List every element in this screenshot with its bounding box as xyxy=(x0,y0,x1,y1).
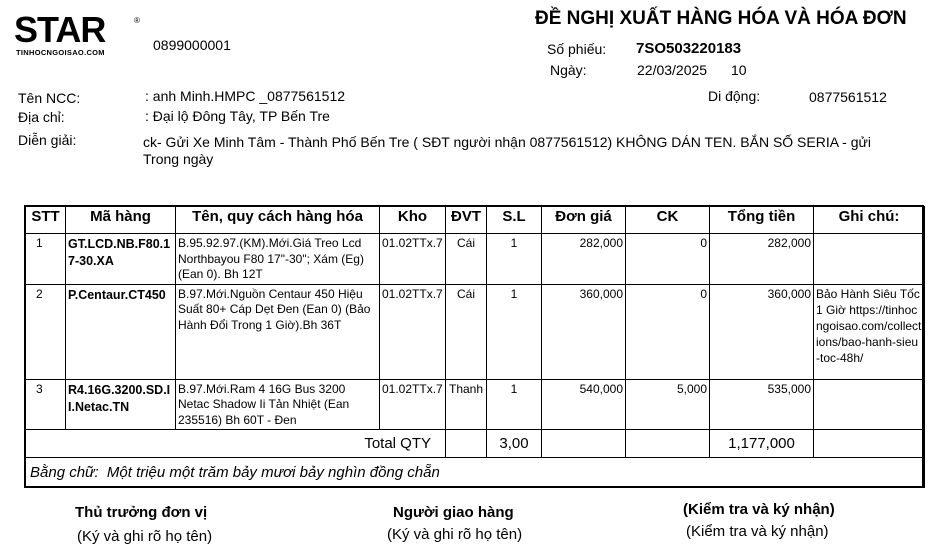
total-amount-value: 1,177,000 xyxy=(728,435,795,452)
cell-sl: 1 xyxy=(510,236,518,250)
cell-don-gia: 360,000 xyxy=(579,286,623,301)
col-header-ghi-chu: Ghi chú: xyxy=(814,207,925,234)
ngay-label: Ngày: xyxy=(550,62,587,78)
cell-ghi-chu xyxy=(814,380,924,382)
cell-ghi-chu xyxy=(814,234,924,236)
cell-ten: B.97.Mới.Nguồn Centaur 450 Hiệu Suất 80+ Cáp Dẹt Đen (Ean 0) (Bảo Hành Đổi Trong 1 Giờ).Bh 36T xyxy=(178,286,371,332)
diengiai-line2: Trong ngày xyxy=(143,151,214,167)
ngay-extra: 10 xyxy=(731,62,747,78)
bang-chu-value: Một triệu một trăm bảy mươi bảy nghìn đồng chẵn xyxy=(106,464,440,481)
cell-dvt: Thanh xyxy=(448,381,484,396)
items-table xyxy=(25,206,925,488)
logo-registered-mark: ® xyxy=(134,16,140,25)
cell-kho: 01.02TTx.7 xyxy=(382,381,443,396)
diengiai-line1: ck- Gửi Xe Minh Tâm - Thành Phố Bến Tre ( SĐT người nhận 0877561512) KHÔNG DÁN TEN. BẮN SỐ SERIA - gửi xyxy=(143,134,872,150)
diengiai-label: Diễn giải: xyxy=(18,132,77,148)
diachi-value: : Đại lộ Đông Tây, TP Bến Tre xyxy=(145,108,330,124)
signature-3-title: (Kiểm tra và ký nhận) xyxy=(683,501,835,518)
logo-text: STAR xyxy=(14,9,106,50)
col-header-sl: S.L xyxy=(487,207,542,234)
signature-3-subtitle: (Kiểm tra và ký nhận) xyxy=(686,523,829,540)
ncc-label: Tên NCC: xyxy=(18,90,81,106)
cell-stt: 3 xyxy=(36,381,43,396)
signature-1-title: Thủ trưởng đơn vị xyxy=(75,504,208,521)
cell-ma-hang: P.Centaur.CT450 xyxy=(68,287,166,302)
cell-don-gia: 540,000 xyxy=(579,381,623,396)
cell-ma-hang: GT.LCD.NB.F80.17-30.XA xyxy=(68,237,171,268)
col-header-don-gia: Đơn giá xyxy=(542,207,626,234)
table-row xyxy=(26,234,925,285)
cell-ck: 5,000 xyxy=(676,381,707,396)
company-logo xyxy=(14,9,140,58)
col-header-ten: Tên, quy cách hàng hóa xyxy=(176,207,380,234)
cell-stt: 1 xyxy=(36,236,43,250)
amount-in-words-row xyxy=(26,458,925,488)
cell-sl: 1 xyxy=(510,286,518,301)
total-row xyxy=(26,430,925,458)
cell-kho: 01.02TTx.7 xyxy=(382,236,443,250)
signature-2-subtitle: (Ký và ghi rõ họ tên) xyxy=(387,526,523,543)
table-row xyxy=(26,284,925,379)
cell-ck: 0 xyxy=(700,236,707,250)
signature-2-title: Người giao hàng xyxy=(393,504,514,521)
total-qty-value: 3,00 xyxy=(499,435,529,452)
so-phieu-value: 7SO503220183 xyxy=(636,40,742,57)
cell-ten: B.97.Mới.Ram 4 16G Bus 3200 Netac Shadow Ii Tản Nhiệt (Ean 235516) Bh 60T - Đen xyxy=(178,381,350,427)
cell-ck: 0 xyxy=(700,286,707,301)
so-phieu-label: Số phiếu: xyxy=(547,41,607,57)
cell-tong-tien: 360,000 xyxy=(767,286,811,301)
total-qty-label: Total QTY xyxy=(364,435,431,452)
logo-subtitle: TINHOCNGOISAO.COM xyxy=(16,48,105,57)
col-header-dvt: ĐVT xyxy=(446,207,487,234)
col-header-ck: CK xyxy=(626,207,710,234)
col-header-tong-tien: Tổng tiền xyxy=(710,207,814,234)
cell-stt: 2 xyxy=(36,286,43,301)
table-header-row xyxy=(26,207,925,234)
cell-kho: 01.02TTx.7 xyxy=(382,286,443,301)
cell-dvt: Cái xyxy=(456,236,475,250)
cell-ten: B.95.92.97.(KM).Mới.Giá Treo Lcd Northbayou F80 17"-30"; Xám (Eg) (Ean 0). Bh 12T xyxy=(178,236,364,281)
col-header-ma-hang: Mã hàng xyxy=(66,207,176,234)
col-header-stt: STT xyxy=(26,207,66,234)
document-title: ĐỀ NGHỊ XUẤT HÀNG HÓA VÀ HÓA ĐƠN xyxy=(535,8,907,29)
cell-ghi-chu: Bảo Hành Siêu Tốc 1 Giờ https://tinhocngoisao.com/collections/bao-hanh-sieu-toc-48h/ xyxy=(816,286,922,366)
signature-1-subtitle: (Ký và ghi rõ họ tên) xyxy=(77,528,213,545)
cell-ma-hang: R4.16G.3200.SD.II.Netac.TN xyxy=(68,382,171,414)
bang-chu-label: Bằng chữ: xyxy=(30,464,99,481)
cell-dvt: Cái xyxy=(456,286,475,301)
didong-label: Di động: xyxy=(708,88,761,104)
didong-value: 0877561512 xyxy=(809,89,887,105)
col-header-kho: Kho xyxy=(380,207,446,234)
cell-don-gia: 282,000 xyxy=(579,236,623,250)
ncc-value: : anh Minh.HMPC _0877561512 xyxy=(145,88,346,104)
cell-tong-tien: 535,000 xyxy=(767,381,811,396)
table-row xyxy=(26,379,925,430)
diachi-label: Địa chỉ: xyxy=(18,109,65,125)
cell-tong-tien: 282,000 xyxy=(767,236,811,250)
cell-sl: 1 xyxy=(510,381,518,396)
company-phone: 0899000001 xyxy=(153,37,231,53)
ngay-value: 22/03/2025 xyxy=(637,62,708,78)
